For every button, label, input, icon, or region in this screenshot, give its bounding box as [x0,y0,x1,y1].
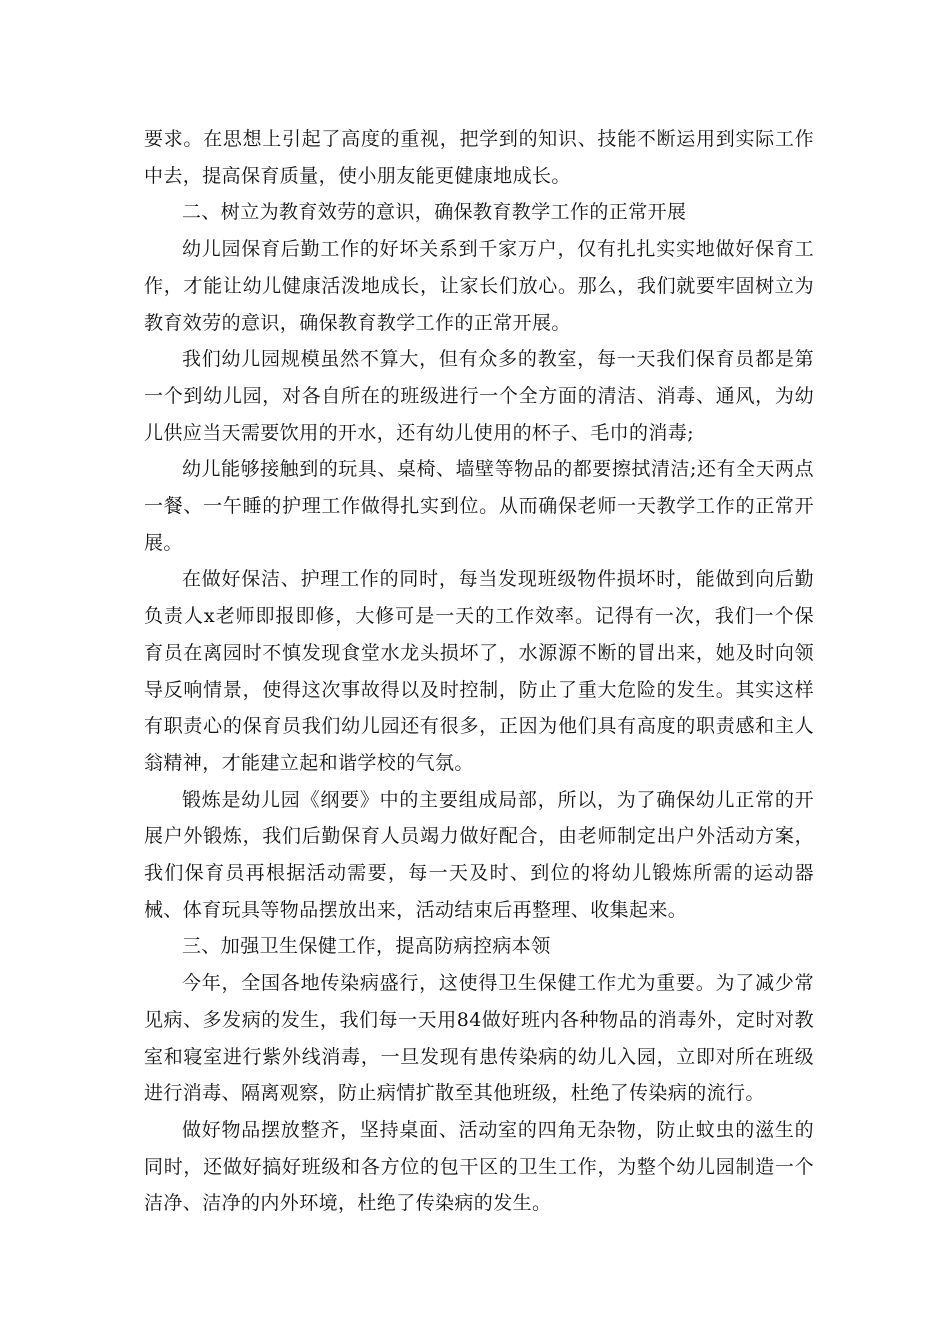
paragraph-continuation: 要求。在思想上引起了高度的重视，把学到的知识、技能不断运用到实际工作中去，提高保育质量，使小朋友能更健康地成长。 [144,128,814,187]
document-body [144,121,814,1222]
paragraph: 今年，全国各地传染病盛行，这使得卫生保健工作尤为重要。为了减少常见病、多发病的发生，我们每一天用84做好班内各种物品的消毒外，定时对教室和寝室进行紫外线消毒，一旦发现有患传染病的幼儿入园，立即对所在班级进行消毒、隔离观察，防止病情扩散至其他班级，杜绝了传染病的流行。 [144,972,814,1105]
paragraph: 幼儿园保育后勤工作的好坏关系到千家万户，仅有扎扎实实地做好保育工作，才能让幼儿健康活泼地成长，让家长们放心。那么，我们就要牢固树立为教育效劳的意识，确保教育教学工作的正常开展。 [144,238,814,334]
paragraph: 我们幼儿园规模虽然不算大，但有众多的教室，每一天我们保育员都是第一个到幼儿园，对各自所在的班级进行一个全方面的清洁、消毒、通风，为幼儿供应当天需要饮用的开水，还有幼儿使用的杯子、毛巾的消毒; [144,348,814,444]
paragraph: 在做好保洁、护理工作的同时，每当发现班级物件损坏时，能做到向后勤负责人x老师即报即修，大修可是一天的工作效率。记得有一次，我们一个保育员在离园时不慎发现食堂水龙头损坏了，水源源不断的冒出来，她及时向领导反响情景，使得这次事故得以及时控制，防止了重大危险的发生。其实这样有职责心的保育员我们幼儿园还有很多，正因为他们具有高度的职责感和主人翁精神，才能建立起和谐学校的气氛。 [144,568,814,774]
section-heading-2: 二、树立为教育效劳的意识，确保教育教学工作的正常开展 [182,201,687,224]
paragraph: 幼儿能够接触到的玩具、桌椅、墙壁等物品的都要擦拭清洁;还有全天两点一餐、一午睡的护理工作做得扎实到位。从而确保老师一天教学工作的正常开展。 [144,458,814,554]
paragraph: 做好物品摆放整齐，坚持桌面、活动室的四角无杂物，防止蚊虫的滋生的同时，还做好搞好班级和各方位的包干区的卫生工作，为整个幼儿园制造一个洁净、洁净的内外环境，杜绝了传染病的发生。 [144,1118,814,1215]
paragraph: 锻炼是幼儿园《纲要》中的主要组成局部，所以，为了确保幼儿正常的开展户外锻炼，我们后勤保育人员竭力做好配合，由老师制定出户外活动方案，我们保育员再根据活动需要，每一天及时、到位的将幼儿锻炼所需的运动器械、体育玩具等物品摆放出来，活动结束后再整理、收集起来。 [144,788,814,921]
section-heading-3: 三、加强卫生保健工作，提高防病控病本领 [182,935,551,958]
